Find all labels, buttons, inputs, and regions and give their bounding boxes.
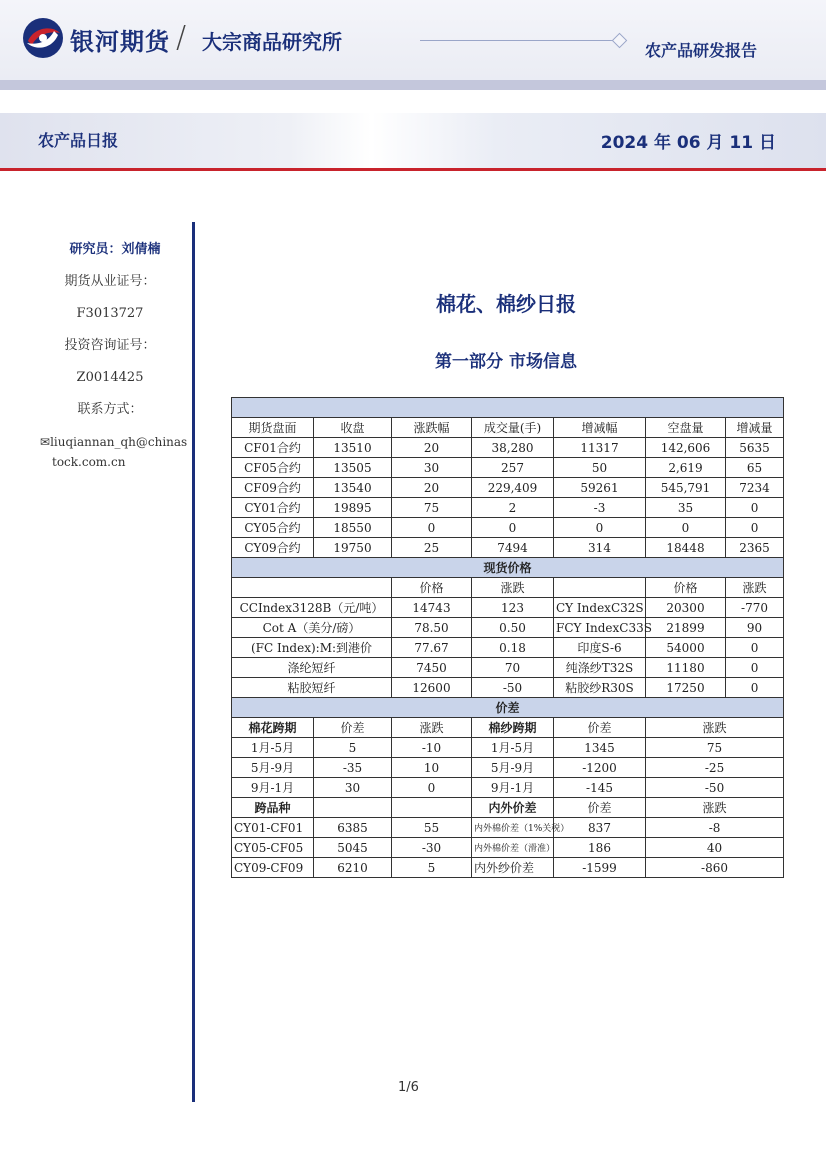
table-cell: 2,619 bbox=[646, 458, 726, 478]
table-row bbox=[232, 858, 784, 878]
table-cell: 75 bbox=[646, 738, 784, 758]
market-info-table bbox=[231, 397, 784, 878]
table-header-cell: 成交量(手) bbox=[472, 418, 554, 438]
table-cell: 2 bbox=[472, 498, 554, 518]
table-cell: 内外棉价差（滑准） bbox=[472, 838, 554, 858]
table-row bbox=[232, 518, 784, 538]
futures-rows bbox=[232, 438, 784, 558]
author-sidebar bbox=[30, 240, 190, 472]
table-cell: 78.50 bbox=[392, 618, 472, 638]
table-cell: 13505 bbox=[314, 458, 392, 478]
page-number: 1/6 bbox=[398, 1080, 419, 1095]
table-header-cell: 空盘量 bbox=[646, 418, 726, 438]
table-cell: 0 bbox=[726, 498, 784, 518]
table-cell: CY09-CF09 bbox=[232, 858, 314, 878]
spot-section-row bbox=[232, 558, 784, 578]
galaxy-logo-icon bbox=[22, 17, 64, 59]
document-title: 棉花、棉纱日报 bbox=[436, 292, 576, 316]
table-cell: 25 bbox=[392, 538, 472, 558]
table-row bbox=[232, 818, 784, 838]
table-cell: 54000 bbox=[646, 638, 726, 658]
table-cell: 30 bbox=[392, 458, 472, 478]
table-cell: 65 bbox=[726, 458, 784, 478]
table-cell: -1599 bbox=[554, 858, 646, 878]
table-header-cell: 增减量 bbox=[726, 418, 784, 438]
sidebar-divider bbox=[192, 222, 195, 1102]
table-cell: 0 bbox=[646, 518, 726, 538]
table-cell: 18448 bbox=[646, 538, 726, 558]
table-row bbox=[232, 838, 784, 858]
table-cell: 19750 bbox=[314, 538, 392, 558]
table-cell: 21899 bbox=[646, 618, 726, 638]
table-header-cell: 内外价差 bbox=[472, 798, 554, 818]
table-cell: 13510 bbox=[314, 438, 392, 458]
table-cell: 38,280 bbox=[472, 438, 554, 458]
table-cell: 0.18 bbox=[472, 638, 554, 658]
table-cell: 545,791 bbox=[646, 478, 726, 498]
table-cell: 0 bbox=[726, 658, 784, 678]
cross-rows bbox=[232, 818, 784, 878]
table-cell: CY IndexC32S bbox=[554, 598, 646, 618]
spot-section-title: 现货价格 bbox=[232, 558, 784, 578]
contact-email[interactable] bbox=[30, 432, 190, 472]
table-cell: FCY IndexC33S bbox=[554, 618, 646, 638]
table-cell: 90 bbox=[726, 618, 784, 638]
table-row bbox=[232, 778, 784, 798]
table-cell: 0 bbox=[726, 638, 784, 658]
spread-section-row bbox=[232, 698, 784, 718]
logo-text: 银河期货 bbox=[70, 28, 170, 56]
table-cell: 5月-9月 bbox=[232, 758, 314, 778]
table-cell: CY01合约 bbox=[232, 498, 314, 518]
table-cell: 0 bbox=[726, 678, 784, 698]
table-header-cell bbox=[232, 578, 392, 598]
table-cell: 70 bbox=[472, 658, 554, 678]
futures-cert-number: F3013727 bbox=[76, 306, 144, 321]
report-type: 农产品研发报告 bbox=[645, 41, 758, 60]
table-cell: 17250 bbox=[646, 678, 726, 698]
spread-section-title: 价差 bbox=[232, 698, 784, 718]
table-header-cell: 棉纱跨期 bbox=[472, 718, 554, 738]
table-cell: -8 bbox=[646, 818, 784, 838]
table-header-cell bbox=[392, 798, 472, 818]
table-cell: CF01合约 bbox=[232, 438, 314, 458]
table-cell: -35 bbox=[314, 758, 392, 778]
table-cell: 7450 bbox=[392, 658, 472, 678]
table-cell: CY09合约 bbox=[232, 538, 314, 558]
table-header-cell: 价差 bbox=[554, 718, 646, 738]
table-cell: CY05合约 bbox=[232, 518, 314, 538]
table-cell: 142,606 bbox=[646, 438, 726, 458]
table-cell: -50 bbox=[646, 778, 784, 798]
table-header-cell: 价差 bbox=[554, 798, 646, 818]
table-cell: 1月-5月 bbox=[232, 738, 314, 758]
table-cell: CY01-CF01 bbox=[232, 818, 314, 838]
table-cell: 20 bbox=[392, 478, 472, 498]
table-cell: 9月-1月 bbox=[472, 778, 554, 798]
table-header-cell: 涨跌 bbox=[646, 798, 784, 818]
table-cell: 印度S-6 bbox=[554, 638, 646, 658]
email-line-1: liuqiannan_qh@chinas bbox=[50, 435, 188, 449]
spread-rows bbox=[232, 738, 784, 798]
table-row bbox=[232, 638, 784, 658]
table-cell: 40 bbox=[646, 838, 784, 858]
table-cell: Cot A（美分/磅） bbox=[232, 618, 392, 638]
futures-cert-label: 期货从业证号： bbox=[64, 274, 156, 289]
table-cell: -860 bbox=[646, 858, 784, 878]
table-header-cell: 涨跌幅 bbox=[392, 418, 472, 438]
table-header-cell: 涨跌 bbox=[392, 718, 472, 738]
page-header bbox=[0, 0, 826, 90]
table-header-cell: 涨跌 bbox=[726, 578, 784, 598]
table-cell: 30 bbox=[314, 778, 392, 798]
table-cell: 6385 bbox=[314, 818, 392, 838]
table-cell: 5635 bbox=[726, 438, 784, 458]
table-cell: 5 bbox=[314, 738, 392, 758]
table-cell: 11180 bbox=[646, 658, 726, 678]
table-cell: 5 bbox=[392, 858, 472, 878]
table-header-band bbox=[232, 398, 784, 418]
table-cell: 59261 bbox=[554, 478, 646, 498]
table-cell: 0 bbox=[392, 518, 472, 538]
table-header-cell: 价格 bbox=[646, 578, 726, 598]
spot-header-row bbox=[232, 578, 784, 598]
table-cell: CCIndex3128B（元/吨） bbox=[232, 598, 392, 618]
table-cell: 0 bbox=[472, 518, 554, 538]
table-cell: 10 bbox=[392, 758, 472, 778]
header-decor-line bbox=[420, 40, 620, 41]
table-row bbox=[232, 758, 784, 778]
table-header-cell: 期货盘面 bbox=[232, 418, 314, 438]
table-cell: 14743 bbox=[392, 598, 472, 618]
table-cell: 11317 bbox=[554, 438, 646, 458]
spot-rows bbox=[232, 598, 784, 698]
table-cell: 0.50 bbox=[472, 618, 554, 638]
table-cell: 纯涤纱T32S bbox=[554, 658, 646, 678]
table-cell: 186 bbox=[554, 838, 646, 858]
table-cell: 0 bbox=[392, 778, 472, 798]
table-header-cell: 涨跌 bbox=[472, 578, 554, 598]
mail-icon: ✉ bbox=[40, 435, 51, 449]
table-cell: 229,409 bbox=[472, 478, 554, 498]
contact-label: 联系方式： bbox=[77, 402, 143, 417]
table-cell: 内外纱价差 bbox=[472, 858, 554, 878]
table-cell: 内外棉价差（1%关税） bbox=[472, 818, 554, 838]
banner-title: 农产品日报 bbox=[38, 131, 119, 150]
email-line-2: tock.com.cn bbox=[52, 455, 126, 469]
table-header-cell: 涨跌 bbox=[646, 718, 784, 738]
table-cell: 13540 bbox=[314, 478, 392, 498]
table-cell: 粘胶短纤 bbox=[232, 678, 392, 698]
table-cell: 55 bbox=[392, 818, 472, 838]
logo-divider: / bbox=[176, 20, 187, 55]
table-row bbox=[232, 658, 784, 678]
table-cell: 75 bbox=[392, 498, 472, 518]
cross-header-row bbox=[232, 798, 784, 818]
table-cell: 1月-5月 bbox=[472, 738, 554, 758]
table-cell: -3 bbox=[554, 498, 646, 518]
table-cell: 5045 bbox=[314, 838, 392, 858]
table-cell: -25 bbox=[646, 758, 784, 778]
futures-header-row bbox=[232, 418, 784, 438]
table-cell: 18550 bbox=[314, 518, 392, 538]
table-header-cell: 跨品种 bbox=[232, 798, 314, 818]
table-cell: -770 bbox=[726, 598, 784, 618]
table-cell: (FC Index):M:到港价 bbox=[232, 638, 392, 658]
table-cell: 0 bbox=[726, 518, 784, 538]
table-cell: 5月-9月 bbox=[472, 758, 554, 778]
table-row bbox=[232, 598, 784, 618]
table-cell: 7494 bbox=[472, 538, 554, 558]
table-cell: -10 bbox=[392, 738, 472, 758]
table-cell: -30 bbox=[392, 838, 472, 858]
table-cell: -1200 bbox=[554, 758, 646, 778]
spread-header-row bbox=[232, 718, 784, 738]
table-cell: CF05合约 bbox=[232, 458, 314, 478]
table-header-cell: 收盘 bbox=[314, 418, 392, 438]
table-row bbox=[232, 438, 784, 458]
table-cell: CY05-CF05 bbox=[232, 838, 314, 858]
table-cell: 314 bbox=[554, 538, 646, 558]
table-cell: 837 bbox=[554, 818, 646, 838]
table-cell: 123 bbox=[472, 598, 554, 618]
invest-cert-number: Z0014425 bbox=[76, 370, 144, 385]
table-cell: 20 bbox=[392, 438, 472, 458]
table-header-cell: 价差 bbox=[314, 718, 392, 738]
table-header-cell: 棉花跨期 bbox=[232, 718, 314, 738]
report-date: 2024 年 06 月 11 日 bbox=[600, 133, 776, 153]
table-cell: CF09合约 bbox=[232, 478, 314, 498]
table-row bbox=[232, 618, 784, 638]
table-cell: 35 bbox=[646, 498, 726, 518]
table-cell: 12600 bbox=[392, 678, 472, 698]
table-cell: 257 bbox=[472, 458, 554, 478]
table-cell: 涤纶短纤 bbox=[232, 658, 392, 678]
table-row bbox=[232, 498, 784, 518]
institute-name: 大宗商品研究所 bbox=[202, 30, 342, 54]
table-cell: 粘胶纱R30S bbox=[554, 678, 646, 698]
table-cell: -50 bbox=[472, 678, 554, 698]
invest-cert-label: 投资咨询证号： bbox=[64, 338, 156, 353]
table-cell: -145 bbox=[554, 778, 646, 798]
table-row bbox=[232, 458, 784, 478]
table-header-cell: 价格 bbox=[392, 578, 472, 598]
table-row bbox=[232, 678, 784, 698]
header-stripe bbox=[0, 80, 826, 90]
table-cell: 77.67 bbox=[392, 638, 472, 658]
table-header-cell bbox=[554, 578, 646, 598]
table-row bbox=[232, 478, 784, 498]
header-decor-diamond bbox=[612, 33, 628, 49]
table-row bbox=[232, 538, 784, 558]
table-header-cell: 增减幅 bbox=[554, 418, 646, 438]
table-cell: 2365 bbox=[726, 538, 784, 558]
table-row bbox=[232, 738, 784, 758]
table-cell: 50 bbox=[554, 458, 646, 478]
table-cell: 9月-1月 bbox=[232, 778, 314, 798]
table-cell: 0 bbox=[554, 518, 646, 538]
section-title: 第一部分 市场信息 bbox=[435, 352, 577, 372]
researcher-name: 研究员：刘倩楠 bbox=[69, 242, 161, 257]
table-cell: 20300 bbox=[646, 598, 726, 618]
table-cell: 6210 bbox=[314, 858, 392, 878]
table-cell: 1345 bbox=[554, 738, 646, 758]
table-header-cell bbox=[314, 798, 392, 818]
banner-red-line bbox=[0, 168, 826, 171]
table-cell: 19895 bbox=[314, 498, 392, 518]
table-cell: 7234 bbox=[726, 478, 784, 498]
